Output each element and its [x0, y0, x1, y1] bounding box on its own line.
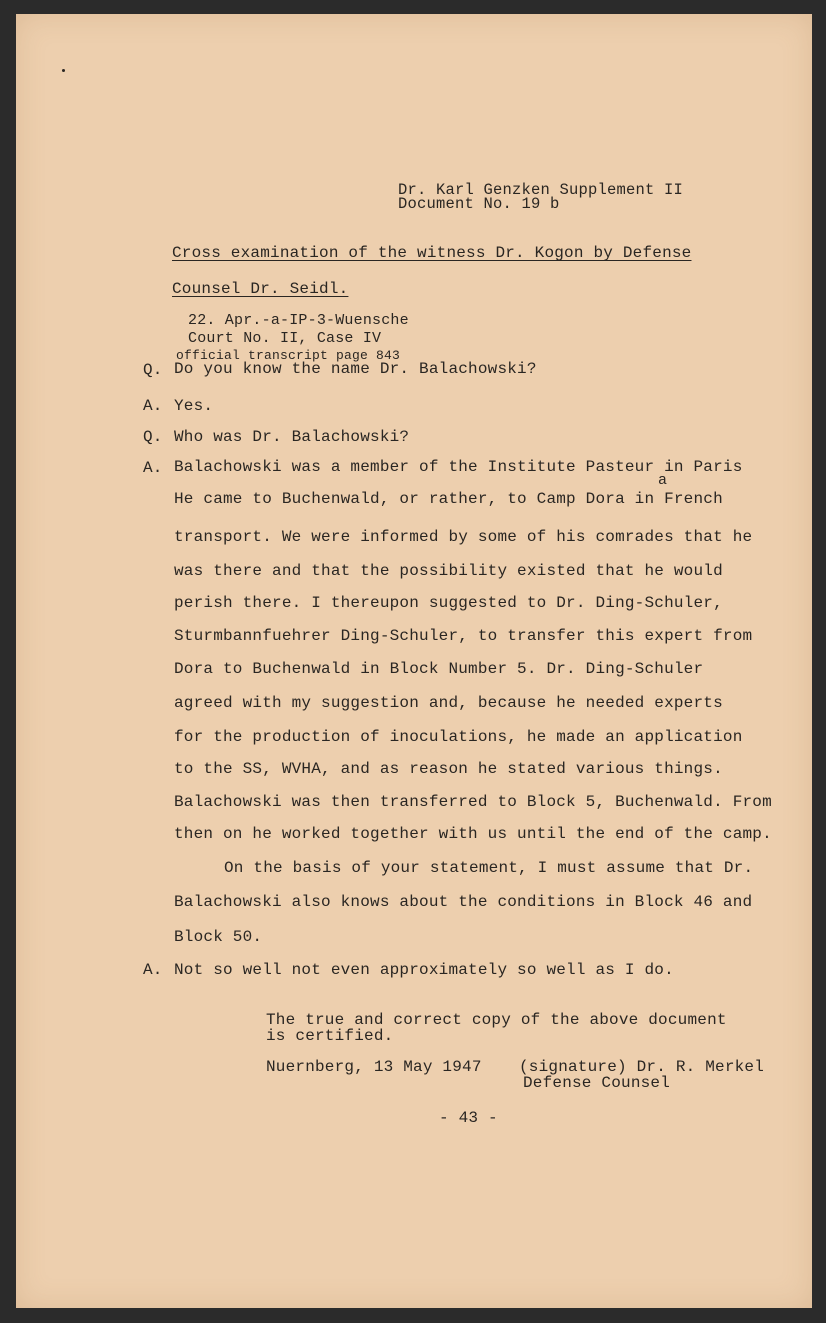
answer-line: for the production of inoculations, he made an application [174, 728, 743, 746]
speaker-label: A. [143, 397, 163, 415]
dialogue-text: Not so well not even approximately so well as I do. [174, 961, 674, 979]
document-page [16, 14, 812, 1308]
answer-line: Balachowski was a member of the Institute Pasteur in Paris [174, 458, 743, 476]
ink-speck [62, 69, 65, 72]
speaker-label: Q. [143, 428, 163, 446]
place-date: Nuernberg, 13 May 1947 [266, 1058, 482, 1076]
answer-line: then on he worked together with us until the end of the camp. [174, 825, 772, 843]
dialogue-text: Yes. [174, 397, 214, 415]
speaker-label: A. [143, 459, 163, 477]
question-line: Balachowski also knows about the conditions in Block 46 and [174, 893, 753, 911]
reference-line-2: Court No. II, Case IV [188, 330, 382, 347]
page-number: - 43 - [439, 1109, 498, 1127]
answer-line: Dora to Buchenwald in Block Number 5. Dr. Ding-Schuler [174, 660, 704, 678]
answer-line: transport. We were informed by some of his comrades that he [174, 528, 753, 546]
typed-insertion: a [658, 472, 668, 489]
dialogue-text: Who was Dr. Balachowski? [174, 428, 410, 446]
answer-line: He came to Buchenwald, or rather, to Camp Dora in French [174, 490, 723, 508]
speaker-label: A. [143, 961, 163, 979]
title-line-2: Counsel Dr. Seidl. [172, 280, 349, 298]
answer-line: Balachowski was then transferred to Block 5, Buchenwald. From [174, 793, 772, 811]
signatory-role: Defense Counsel [523, 1074, 671, 1092]
header-line-1: Dr. Karl Genzken Supplement II [398, 181, 684, 199]
answer-line: perish there. I thereupon suggested to Dr. Ding-Schuler, [174, 594, 723, 612]
question-line: Block 50. [174, 928, 263, 946]
answer-line: was there and that the possibility existed that he would [174, 562, 723, 580]
reference-line-1: 22. Apr.-a-IP-3-Wuensche [188, 312, 409, 329]
header-line-2: Document No. 19 b [398, 195, 560, 213]
reference-line-3: official transcript page 843 [176, 348, 401, 363]
title-line-1: Cross examination of the witness Dr. Kogon by Defense [172, 244, 692, 262]
certification-line-1: The true and correct copy of the above document [266, 1011, 727, 1029]
certification-line-2: is certified. [266, 1027, 394, 1045]
dialogue-text: Do you know the name Dr. Balachowski? [174, 360, 537, 378]
answer-line: agreed with my suggestion and, because he needed experts [174, 694, 723, 712]
signature-line: (signature) Dr. R. Merkel [519, 1058, 765, 1076]
answer-line: to the SS, WVHA, and as reason he stated various things. [174, 760, 723, 778]
question-line: On the basis of your statement, I must assume that Dr. [224, 859, 754, 877]
answer-line: Sturmbannfuehrer Ding-Schuler, to transfer this expert from [174, 627, 753, 645]
speaker-label: Q. [143, 361, 163, 379]
